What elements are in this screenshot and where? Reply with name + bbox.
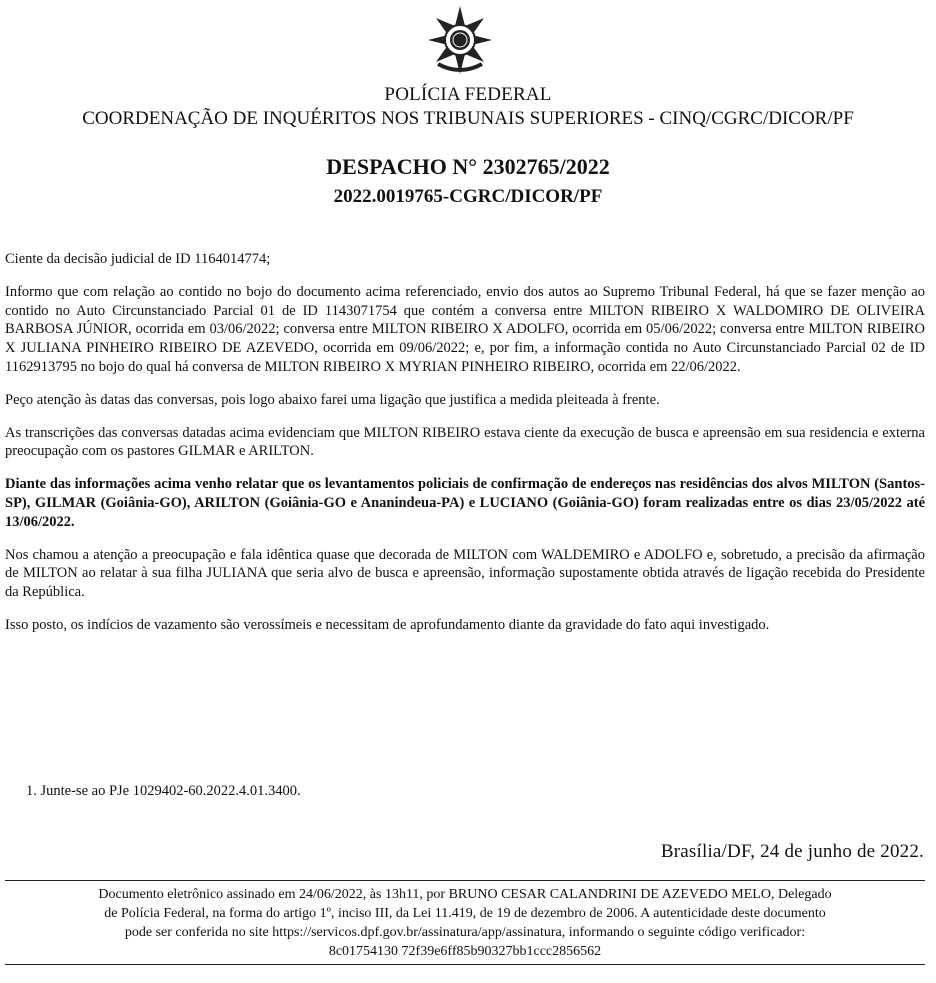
document-title: DESPACHO N° 2302765/2022 — [326, 154, 610, 179]
verification-code: 8c01754130 72f39e6ff85b90327bb1ccc2856562 — [328, 944, 602, 959]
signature-line: pode ser conferida no site https://servicos.dpf.gov.br/assinatura/app/assinatura, informando o seguinte código verificador: — [124, 925, 806, 940]
department-name: COORDENAÇÃO DE INQUÉRITOS NOS TRIBUNAIS SUPERIORES - CINQ/CGRC/DICOR/PF — [82, 108, 854, 129]
document-body — [5, 250, 925, 649]
divider-top — [5, 880, 925, 881]
body-paragraph: Informo que com relação ao contido no bojo do documento acima referenciado, envio dos autos ao Supremo Tribunal Federal, há que se fazer menção ao contido no Auto Circunstanciado Parcial 01 de ID 1143071754 que contém a conversa entre MILTON RIBEIRO X WALDOMIRO DE OLIVEIRA BARBOSA JÚNIOR, ocorrida em 03/06/2022; conversa entre MILTON RIBEIRO X ADOLFO, ocorrida em 05/06/2022; conversa entre MILTON RIBEIRO X JULIANA PINHEIRO RIBEIRO DE AZEVEDO, ocorrida em 09/06/2022; e, por fim, a informação contida no Auto Circunstanciado Parcial 02 de ID 1162913795 no bojo do qual há conversa de MILTON RIBEIRO X MYRIAN PINHEIRO RIBEIRO, ocorrida em 22/06/2022. — [5, 283, 925, 375]
signature-block — [5, 885, 925, 961]
body-paragraph: As transcrições das conversas datadas acima evidenciam que MILTON RIBEIRO estava ciente da execução de busca e apreensão em sua residencia e externa preocupação com os pastores GILMAR e ARILTON. — [5, 424, 925, 460]
process-number: 2022.0019765-CGRC/DICOR/PF — [333, 186, 603, 207]
body-paragraph: Peço atenção às datas das conversas, pois logo abaixo farei uma ligação que justifica a medida pleiteada à frente. — [5, 391, 660, 408]
signature-line: de Polícia Federal, na forma do artigo 1º, inciso III, da Lei 11.419, de 19 de dezembro de 2006. A autenticidade deste documento — [104, 906, 826, 921]
body-paragraph: Diante das informações acima venho relatar que os levantamentos policiais de confirmação de endereços nas residências dos alvos MILTON (Santos-SP), GILMAR (Goiânia-GO), ARILTON (Goiânia-GO e Ananindeua-PA) e LUCIANO (Goiânia-GO) foram realizadas entre os dias 23/05/2022 até 13/06/2022. — [5, 476, 925, 530]
signature-line: Documento eletrônico assinado em 24/06/2022, às 13h11, por BRUNO CESAR CALANDRINI DE AZEVEDO MELO, Delegado — [98, 887, 832, 902]
organization-name: POLÍCIA FEDERAL — [384, 84, 552, 105]
divider-bottom — [5, 964, 925, 965]
body-paragraph: Ciente da decisão judicial de ID 1164014774; — [5, 251, 271, 267]
body-paragraph: Isso posto, os indícios de vazamento são verossímeis e necessitam de aprofundamento diante da gravidade do fato aqui investigado. — [5, 616, 770, 633]
brazil-coat-of-arms-icon — [424, 4, 496, 76]
numbered-item: 1. Junte-se ao PJe 1029402-60.2022.4.01.3400. — [26, 783, 301, 799]
body-paragraph: Nos chamou a atenção a preocupação e fala idêntica quase que decorada de MILTON com WALDEMIRO e ADOLFO e, sobretudo, a precisão da afirmação de MILTON ao relatar à sua filha JULIANA que seria alvo de busca e apreensão, informação supostamente obtida através de ligação recebida do Presidente da República. — [5, 546, 925, 601]
place-date: Brasília/DF, 24 de junho de 2022. — [660, 841, 924, 862]
